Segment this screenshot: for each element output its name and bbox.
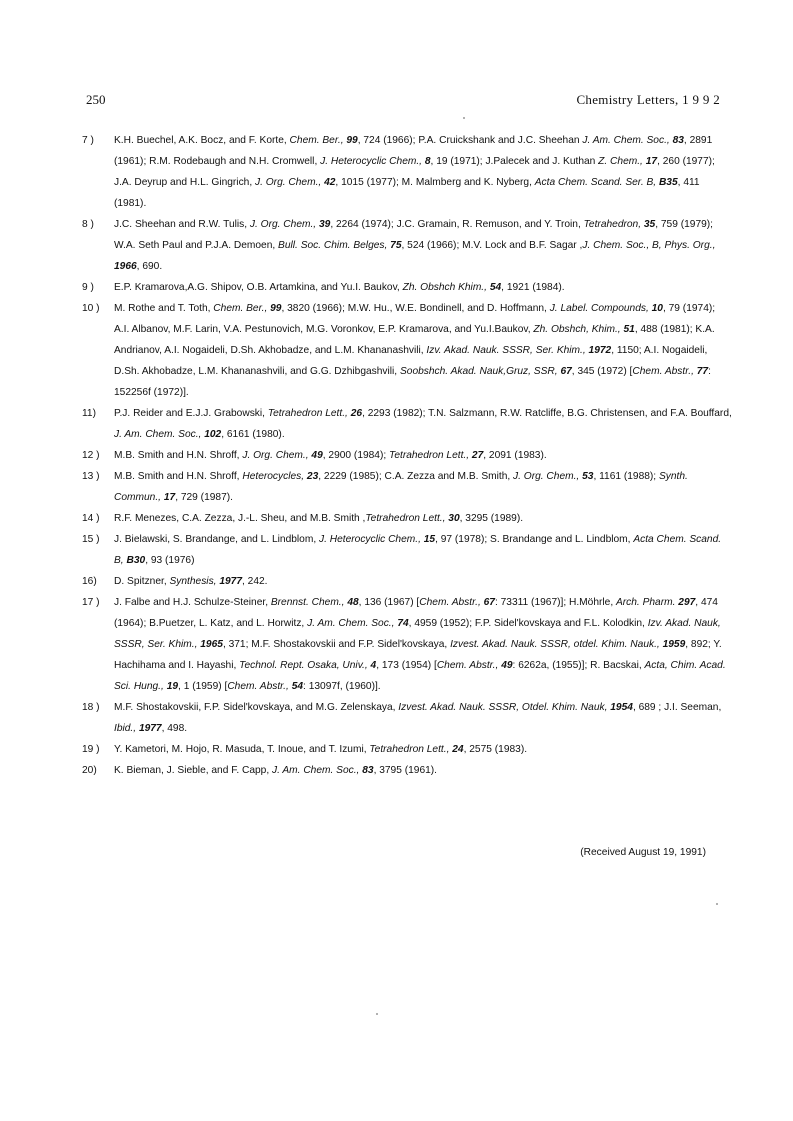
reference-item [82,130,732,214]
reference-number: 8 ) [82,219,94,230]
reference-number: 15 ) [82,534,100,545]
reference-item [82,697,732,739]
scan-speck [376,1013,378,1015]
reference-number: 17 ) [82,597,100,608]
reference-item [82,298,732,403]
reference-item [82,445,732,466]
scan-speck [463,117,465,119]
reference-number: 19 ) [82,744,100,755]
reference-text: J. Bielawski, S. Brandange, and L. Lindblom, J. Heterocyclic Chem., 15, 97 (1978); S. Brandange and L. Lindblom, Acta Chem. Scand. B, B30, 93 (1976) [114,534,722,566]
reference-text: D. Spitzner, Synthesis, 1977, 242. [114,576,268,587]
reference-number: 11) [82,408,96,419]
reference-text: P.J. Reider and E.J.J. Grabowski, Tetrahedron Lett., 26, 2293 (1982); T.N. Salzmann, R.W. Ratcliffe, B.G. Christensen, and F.A. Bouffard, J. Am. Chem. Soc., 102, 6161 (1980). [114,408,732,440]
reference-text: Y. Kametori, M. Hojo, R. Masuda, T. Inoue, and T. Izumi, Tetrahedron Lett., 24, 2575 (1983). [114,744,528,755]
reference-text: J.C. Sheehan and R.W. Tulis, J. Org. Chem., 39, 2264 (1974); J.C. Gramain, R. Remuson, and Y. Troin, Tetrahedron, 35, 759 (1979); W.A. Seth Paul and P.J.A. Demoen, Bull. Soc. Chim. Belges, 75, 524 (1966); M.V. Lock and B.F. Sagar ,J. Chem. Soc., B, Phys. Org., 1966, 690. [114,219,716,272]
reference-text: R.F. Menezes, C.A. Zezza, J.-L. Sheu, and M.B. Smith ,Tetrahedron Lett., 30, 3295 (1989). [114,513,524,524]
reference-number: 7 ) [82,135,94,146]
reference-item [82,760,732,781]
reference-number: 13 ) [82,471,100,482]
reference-number: 20) [82,765,97,776]
reference-text: M.F. Shostakovskii, F.P. Sidel'kovskaya, and M.G. Zelenskaya, Izvest. Akad. Nauk. SSSR, Otdel. Khim. Nauk, 1954, 689 ; J.I. Seeman, Ibid., 1977, 498. [114,702,722,734]
reference-list [82,130,732,781]
reference-item [82,277,732,298]
reference-item [82,508,732,529]
reference-number: 10 ) [82,303,100,314]
reference-number: 18 ) [82,702,100,713]
reference-number: 14 ) [82,513,100,524]
reference-item [82,466,732,508]
received-date: (Received August 19, 1991) [580,847,706,858]
reference-text: K. Bieman, J. Sieble, and F. Capp, J. Am. Chem. Soc., 83, 3795 (1961). [114,765,437,776]
reference-text: J. Falbe and H.J. Schulze-Steiner, Brennst. Chem., 48, 136 (1967) [Chem. Abstr., 67: 73311 (1967)]; H.Möhrle, Arch. Pharm. 297, 474 (1964); B.Puetzer, L. Katz, and L. Horwitz, J. Am. Chem. Soc., 74, 4959 (1952); F.P. Sidel'kovskaya and F.L. Kolodkin, Izv. Akad. Nauk, SSSR, Ser. Khim., 1965, 371; M.F. Shostakovskii and F.P. Sidel'kovskaya, Izvest. Akad. Nauk. SSSR, otdel. Khim. Nauk., 1959, 892; Y. Hachihama and I. Hayashi, Technol. Rept. Osaka, Univ., 4, 173 (1954) [Chem. Abstr., 49: 6262a, (1955)]; R. Bacskai, Acta, Chim. Acad. Sci. Hung., 19, 1 (1959) [Chem. Abstr., 54: 13097f, (1960)]. [114,597,726,692]
reference-item [82,529,732,571]
reference-number: 16) [82,576,97,587]
reference-item [82,571,732,592]
reference-item [82,403,732,445]
scan-speck [716,903,718,905]
reference-text: M.B. Smith and H.N. Shroff, Heterocycles, 23, 2229 (1985); C.A. Zezza and M.B. Smith, J. Org. Chem., 53, 1161 (1988); Synth. Commun., 17, 729 (1987). [114,471,688,503]
reference-text: M. Rothe and T. Toth, Chem. Ber., 99, 3820 (1966); M.W. Hu., W.E. Bondinell, and D. Hoffmann, J. Label. Compounds, 10, 79 (1974); A.I. Albanov, M.F. Larin, V.A. Pestunovich, M.G. Voronkov, E.P. Kramarova, and Yu.I.Baukov, Zh. Obshch, Khim., 51, 488 (1981); K.A. Andrianov, A.I. Nogaideli, D.Sh. Akhobadze, and L.M. Khananashvili, Izv. Akad. Nauk. SSSR, Ser. Khim., 1972, 1150; A.I. Nogaideli, D.Sh. Akhobadze, L.M. Khananashvili, and G.G. Dzhibgashvili, Soobshch. Akad. Nauk,Gruz, SSR, 67, 345 (1972) [Chem. Abstr., 77: 152256f (1972)]. [114,303,716,398]
reference-number: 9 ) [82,282,94,293]
reference-number: 12 ) [82,450,100,461]
reference-text: M.B. Smith and H.N. Shroff, J. Org. Chem., 49, 2900 (1984); Tetrahedron Lett., 27, 2091 (1983). [114,450,547,461]
reference-item [82,739,732,760]
reference-text: K.H. Buechel, A.K. Bocz, and F. Korte, Chem. Ber., 99, 724 (1966); P.A. Cruickshank and J.C. Sheehan J. Am. Chem. Soc., 83, 2891 (1961); R.M. Rodebaugh and N.H. Cromwell, J. Heterocyclic Chem., 8, 19 (1971); J.Palecek and J. Kuthan Z. Chem., 17, 260 (1977); J.A. Deyrup and H.L. Gingrich, J. Org. Chem., 42, 1015 (1977); M. Malmberg and K. Nyberg, Acta Chem. Scand. Ser. B, B35, 411 (1981). [114,135,715,209]
reference-item [82,592,732,697]
reference-text: E.P. Kramarova,A.G. Shipov, O.B. Artamkina, and Yu.I. Baukov, Zh. Obshch Khim., 54, 1921 (1984). [114,282,565,293]
running-header: Chemistry Letters, 1 9 9 2 [576,92,720,107]
reference-item [82,214,732,277]
page-number: 250 [86,92,106,107]
